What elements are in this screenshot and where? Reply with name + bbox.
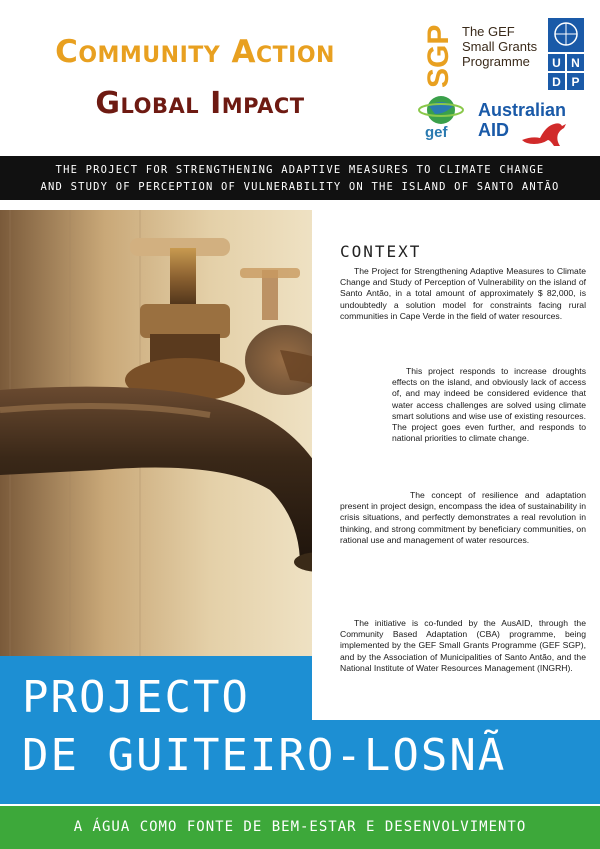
footer-tagline: A ÁGUA COMO FONTE DE BEM-ESTAR E DESENVOLVIMENTO — [73, 819, 527, 835]
project-title-line2: DE GUITEIRO-LOSNÃ — [22, 730, 507, 781]
sgp-text-line: Small Grants — [462, 39, 538, 54]
sgp-text-line: Programme — [462, 54, 530, 69]
context-heading: CONTEXT — [340, 242, 422, 261]
gef-logo-text: gef — [425, 124, 448, 141]
australian-aid-logo-line1: Australian — [478, 100, 567, 120]
context-paragraph: The Project for Strengthening Adaptive Measures to Climate Change and Study of Perception of Vulnerability on the island of Santo Antão, in a total amount of approximately $ 82,000, is undoubtedly a solution model for constraints facing rural communities in Cape Verde in the field of water resources. — [340, 266, 586, 321]
context-paragraph: The initiative is co-funded by the AusAID, through the Community Based Adaptation (CBA) programme, being implemented by the GEF Small Grants Programme (GEF SGP), and by the Association of Municipalities of Santo Antão, and the National Institute of Water Resources Management (INGRH). — [340, 618, 586, 673]
footer-banner — [0, 806, 600, 849]
sgp-logo-text — [462, 24, 542, 69]
context-paragraph: The concept of resilience and adaptation present in project design, encompass the idea of sustainability in crisis situations, and perfectly demonstrates a real revolution in thinking, and strong commitment by beneficiary communities, on rational use and management of water resources. — [340, 490, 586, 545]
undp-letter: P — [571, 75, 580, 89]
banner-line: AND STUDY OF PERCEPTION OF VULNERABILITY ON THE ISLAND OF SANTO ANTÃO — [40, 181, 560, 193]
project-title-banner — [0, 156, 600, 200]
sgp-mark-text: SGP — [422, 24, 455, 88]
context-paragraph: This project responds to increase droughts effects on the island, and obviously lack of access of, and may indeed be considered evidence that water access challenges are solved using climate smart solutions and wise use of existing resources. The project goes even further, and responds to national priorities to climate change. — [392, 366, 586, 444]
title-community-action: Community Action — [55, 34, 335, 70]
title-global-impact: Global Impact — [95, 86, 305, 121]
kangaroo-icon — [520, 118, 570, 148]
sgp-logo — [418, 22, 458, 88]
undp-letter: U — [552, 56, 561, 70]
australian-aid-logo-line2: AID — [478, 120, 509, 140]
sgp-text-line: The GEF — [462, 24, 515, 39]
project-title-line1: PROJECTO — [22, 672, 250, 723]
undp-logo — [548, 18, 584, 90]
undp-letter: D — [552, 75, 561, 89]
undp-letter: N — [571, 56, 580, 70]
banner-line: THE PROJECT FOR STRENGTHENING ADAPTIVE MEASURES TO CLIMATE CHANGE — [55, 164, 545, 176]
